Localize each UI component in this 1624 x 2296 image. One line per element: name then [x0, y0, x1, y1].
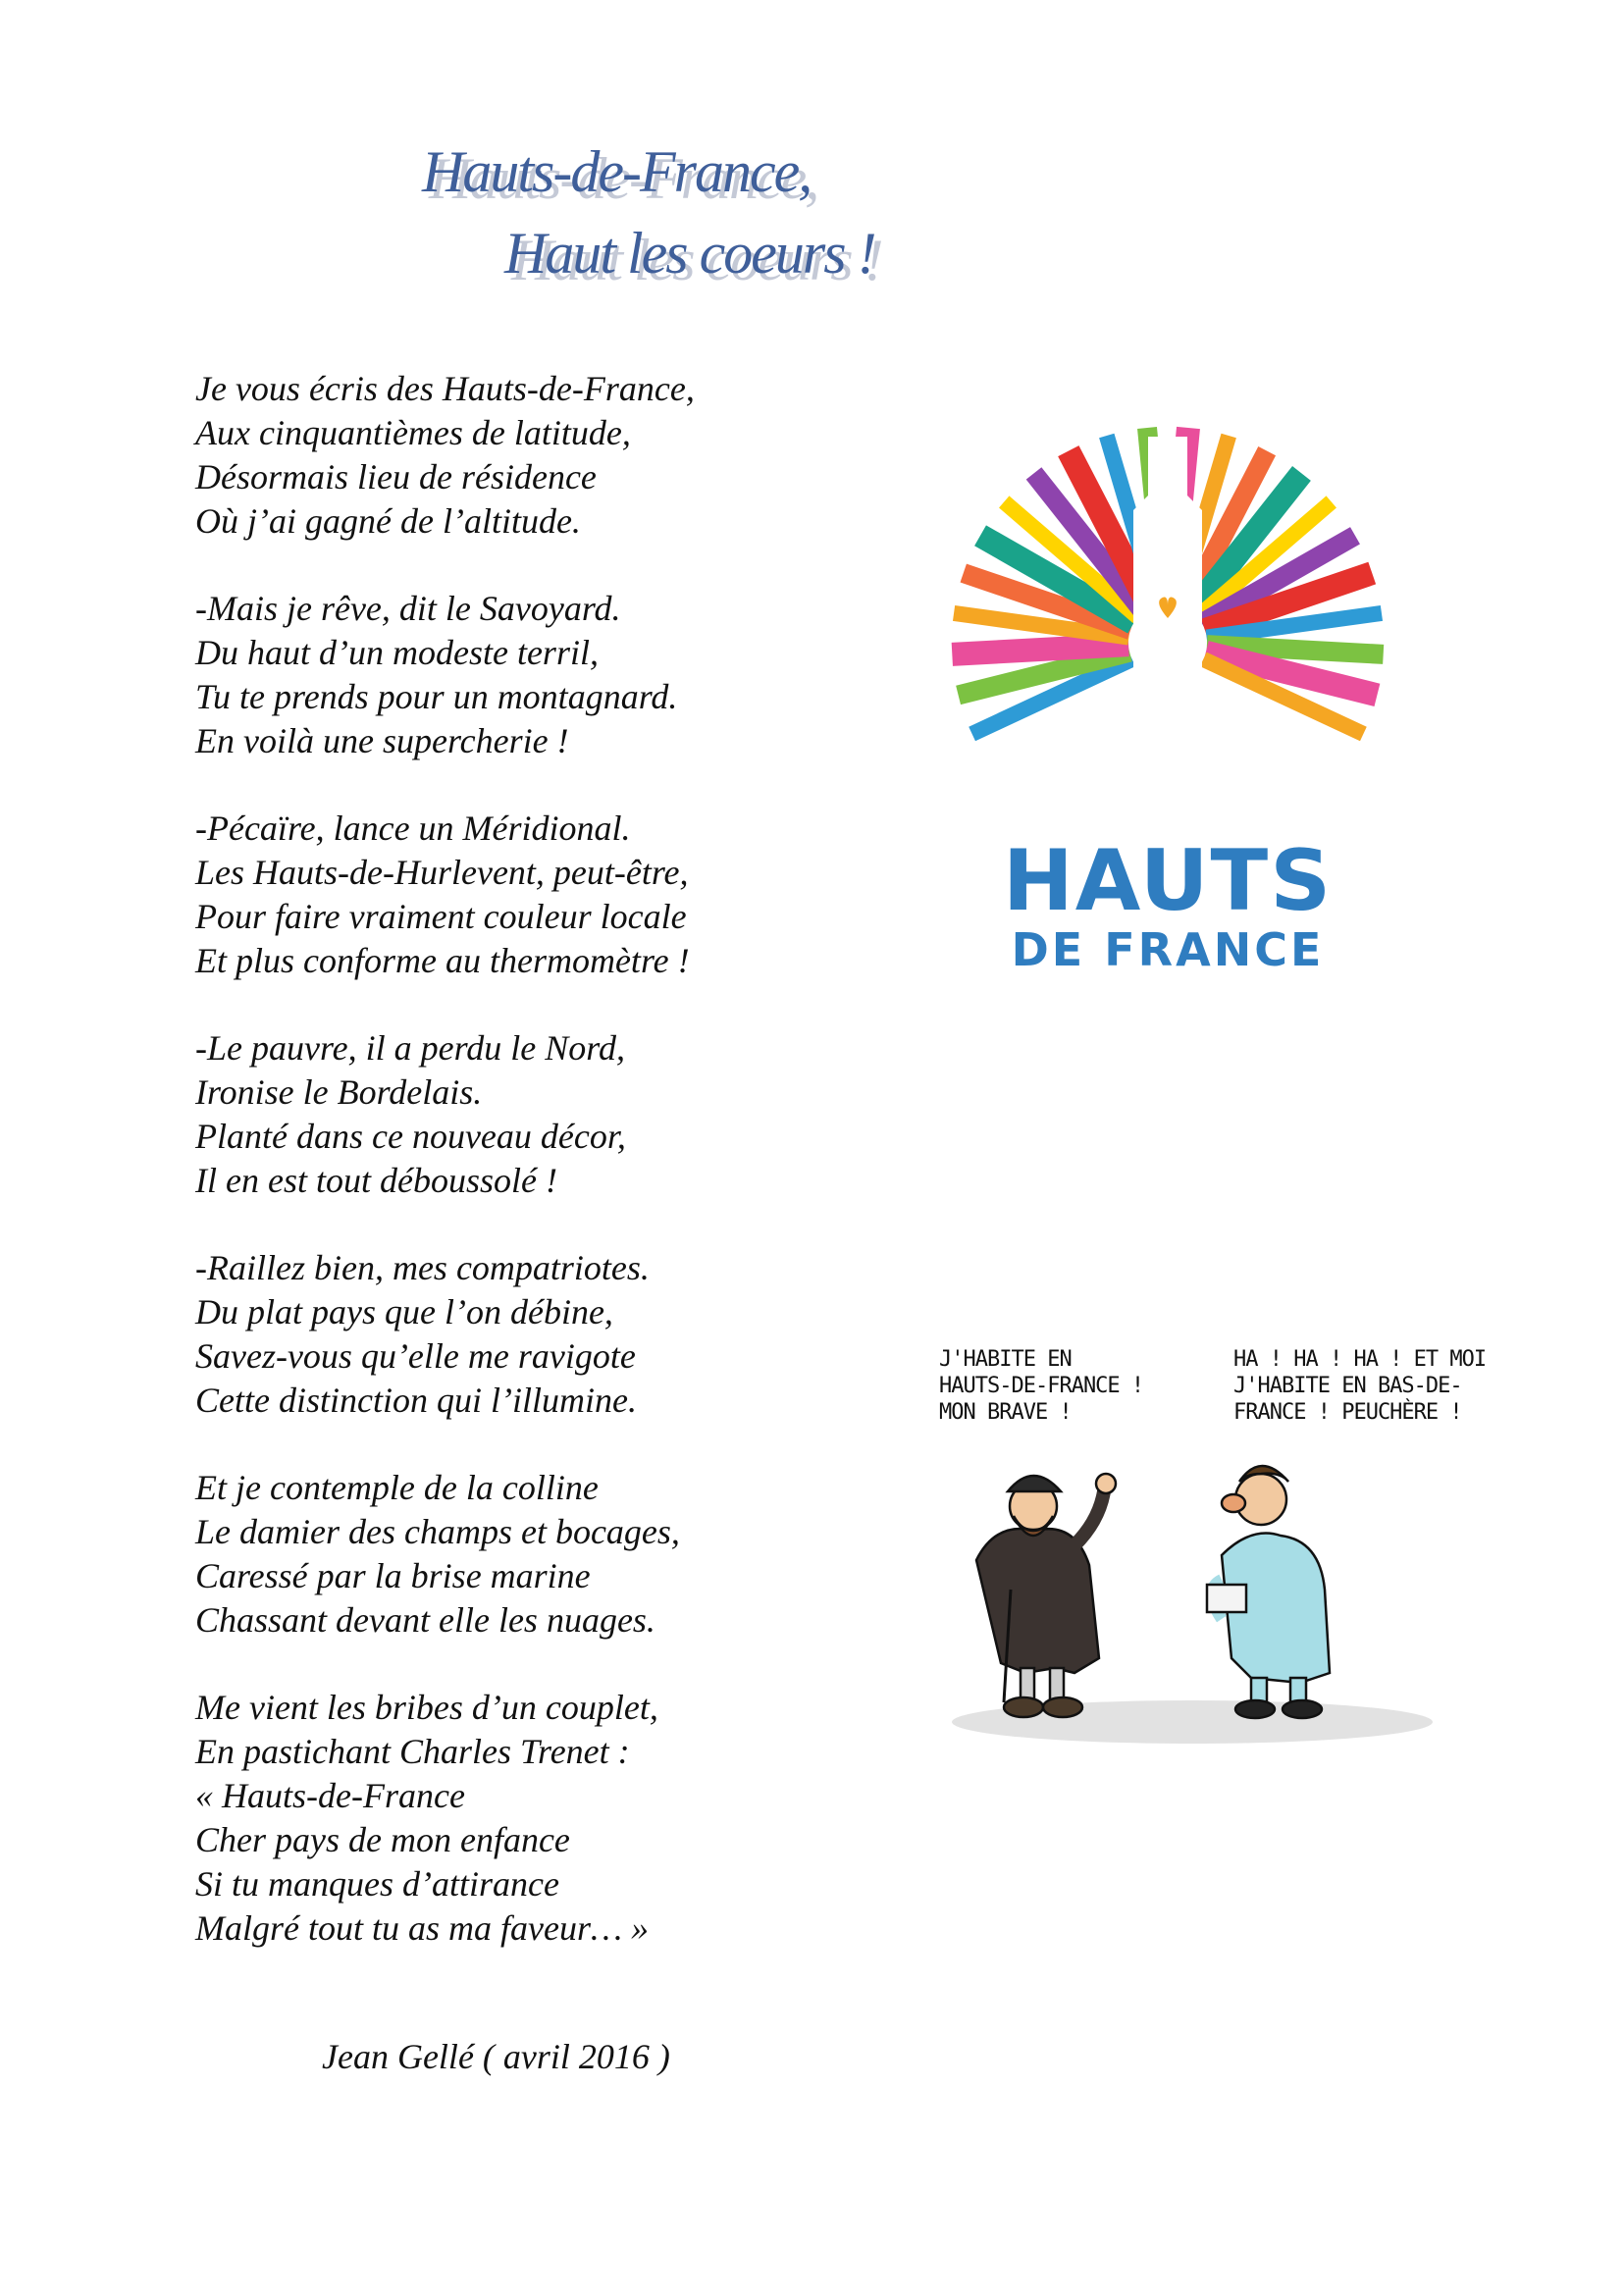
poem-line: En pastichant Charles Trenet : [195, 1732, 630, 1771]
poem-body [195, 367, 980, 1994]
poem-line: Le damier des champs et bocages, [195, 1512, 680, 1551]
hauts-de-france-logo [937, 417, 1398, 976]
poem-line: En voilà une supercherie ! [195, 721, 569, 760]
poem-line: Aux cinquantièmes de latitude, [195, 413, 631, 452]
stanza [195, 807, 980, 983]
poem-line: Où j’ai gagné de l’altitude. [195, 501, 581, 541]
logo-ray [952, 645, 1128, 654]
poem-line: Me vient les bribes d’un couplet, [195, 1688, 658, 1727]
stanza [195, 1026, 980, 1203]
bubble-line: MON BRAVE ! [939, 1400, 1072, 1425]
poem-title-line-1: Hauts-de-France, [422, 139, 812, 204]
poem-line: Je vous écris des Hauts-de-France, [195, 369, 695, 408]
stanza [195, 1466, 980, 1643]
cartoon-figures-icon [927, 1334, 1438, 1747]
stanza [195, 1246, 980, 1423]
poem-line: Caressé par la brise marine [195, 1556, 591, 1595]
poem-line: Cher pays de mon enfance [195, 1820, 570, 1859]
poem-line: Et plus conforme au thermomètre ! [195, 941, 690, 980]
stanza [195, 587, 980, 763]
poem-line: Cette distinction qui l’illumine. [195, 1381, 637, 1420]
author-signature: Jean Gellé ( avril 2016 ) [322, 2037, 670, 2076]
poem-line: Il en est tout déboussolé ! [195, 1161, 557, 1200]
poem-line: Du haut d’un modeste terril, [195, 633, 599, 672]
poem-line: -Mais je rêve, dit le Savoyard. [195, 589, 621, 628]
northerner-figure-icon [976, 1474, 1116, 1717]
southerner-figure-icon [1207, 1466, 1330, 1718]
poem-line: « Hauts-de-France [195, 1776, 465, 1815]
bubble-line: HA ! HA ! HA ! ET MOI [1233, 1347, 1487, 1372]
poem-line: -Le pauvre, il a perdu le Nord, [195, 1028, 625, 1068]
poem-line: Du plat pays que l’on débine, [195, 1292, 613, 1331]
bubble-line: FRANCE ! PEUCHÈRE ! [1233, 1400, 1462, 1425]
bubble-line: HAUTS-DE-FRANCE ! [939, 1374, 1144, 1398]
stanza [195, 1686, 980, 1951]
poem-line: -Raillez bien, mes compatriotes. [195, 1248, 650, 1287]
poem-line: Malgré tout tu as ma faveur… » [195, 1908, 649, 1948]
bubble-line: J'HABITE EN [939, 1347, 1072, 1372]
poem-line: Tu te prends pour un montagnard. [195, 677, 678, 716]
poem-line: Planté dans ce nouveau décor, [195, 1117, 626, 1156]
logo-sunburst-icon [937, 417, 1398, 839]
poem-title-line-2: Haut les coeurs ! [504, 221, 875, 286]
poem-line: Ironise le Bordelais. [195, 1072, 483, 1112]
logo-text-de-france: DE FRANCE [1011, 923, 1325, 976]
poem-line: Savez-vous qu’elle me ravigote [195, 1336, 636, 1376]
logo-text-hauts: HAUTS [1002, 832, 1334, 930]
poem-line: Pour faire vraiment couleur locale [195, 897, 687, 936]
poem-line: -Pécaïre, lance un Méridional. [195, 809, 631, 848]
poem-line: Si tu manques d’attirance [195, 1864, 559, 1904]
stanza [195, 367, 980, 544]
poem-line: Et je contemple de la colline [195, 1468, 599, 1507]
cartoon-illustration [927, 1334, 1487, 1747]
bubble-line: J'HABITE EN BAS-DE- [1233, 1374, 1462, 1398]
poem-line: Désormais lieu de résidence [195, 457, 597, 496]
poem-line: Chassant devant elle les nuages. [195, 1600, 655, 1640]
poem-line: Les Hauts-de-Hurlevent, peut-être, [195, 853, 689, 892]
